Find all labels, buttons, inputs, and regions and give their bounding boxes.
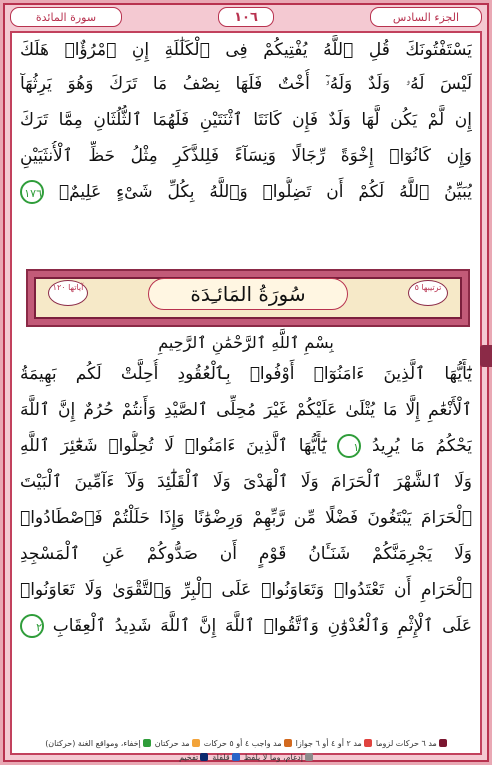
surah-banner (26, 269, 470, 327)
legend-label: تفخيم (179, 752, 199, 762)
verse-line-8b-text: يَٰٓأَيُّهَا ٱلَّذِينَ ءَامَنُوا۟ لَا تُحِلُّوا۟ شَعَٰٓئِرَ ٱللَّهِ (20, 436, 327, 456)
legend-swatch (143, 739, 151, 747)
legend-swatch (305, 753, 313, 761)
legend-swatch (364, 739, 372, 747)
legend-swatch (232, 753, 240, 761)
verse-line-8-text: يَحْكُمُ مَا يُرِيدُ (371, 436, 472, 456)
legend-swatch (192, 739, 200, 747)
legend-label: مد حركتان (154, 738, 190, 748)
verse-line-2: لَيْسَ لَهُۥ وَلَدٌ وَلَهُۥٓ أُخْتٌ فَلَهَا نِصْفُ مَا تَرَكَ وَهُوَ يَرِثُهَآ (20, 74, 472, 94)
verse-line-12: ٱلْحَرَامِ أَن تَعْتَدُوا۟ وَتَعَاوَنُوا۟ عَلَى ٱلْبِرِّ وَٱلتَّقْوَىٰ وَلَا تَعَاوَنُوا۟ (20, 580, 472, 600)
legend-label: إخفاء، ومواقع الغنة (حركتان) (45, 738, 141, 748)
surah-title: سُورَةُ المَائـِدَة (148, 278, 348, 310)
verse-line-4: وَإِن كَانُوٓا۟ إِخْوَةً رِّجَالًا وَنِسَآءً فَلِلذَّكَرِ مِثْلُ حَظِّ ٱلْأُنثَيَيْنِ (20, 146, 472, 166)
legend-label: مد ٦ حركات لزوما (375, 738, 437, 748)
ayah-marker-176: ١٧٦ (20, 180, 44, 204)
legend-item (155, 739, 200, 748)
basmala: بِسْمِ ٱللَّهِ ٱلرَّحْمَٰنِ ٱلرَّحِيمِ (158, 333, 334, 352)
legend-label: مد ٢ أو ٤ أو ٦ جوازا (295, 738, 362, 748)
verse-line-3: إِن لَّمْ يَكُن لَّهَا وَلَدٌ فَإِن كَانَتَا ٱثْنَتَيْنِ فَلَهُمَا ٱلثُّلُثَانِ مِمَّا تَرَكَ (20, 110, 472, 130)
verse-line-1: يَسْتَفْتُونَكَ قُلِ ٱللَّهُ يُفْتِيكُمْ فِى ٱلْكَلَٰلَةِ إِنِ ٱمْرُؤٌا۟ هَلَكَ (20, 40, 472, 60)
legend-item (376, 739, 447, 748)
legend-item (212, 753, 239, 762)
legend-swatch (439, 739, 447, 747)
legend-item (45, 739, 151, 748)
surah-label: سورة المائدة (10, 7, 122, 27)
ayah-marker-2: ٢ (20, 614, 44, 638)
legend-item (296, 739, 372, 748)
ayah-marker-1: ١ (337, 434, 361, 458)
legend-label: إدغام، وما لا يلفظ (243, 752, 303, 762)
legend-label: مد واجب ٤ أو ٥ حركات (203, 738, 282, 748)
verse-line-5 (20, 177, 472, 207)
legend-item (204, 739, 292, 748)
ayah-count-medallion: آياتها ١٢٠ (48, 280, 88, 306)
legend-label: قلقلة (212, 752, 230, 762)
page-number: ١٠٦ (218, 7, 274, 27)
verse-line-9: وَلَا ٱلشَّهْرَ ٱلْحَرَامَ وَلَا ٱلْهَدْىَ وَلَا ٱلْقَلَٰٓئِدَ وَلَآ ءَآمِّينَ ٱلْبَيْتَ (20, 472, 472, 492)
verse-line-13 (20, 611, 472, 641)
legend-item (179, 753, 208, 762)
juz-label: الجزء السادس (370, 7, 482, 27)
surah-order-medallion: ترتيبها ٥ (408, 280, 448, 306)
verse-line-10: ٱلْحَرَامَ يَبْتَغُونَ فَضْلًا مِّن رَّبِّهِمْ وَرِضْوَٰنًا وَإِذَا حَلَلْتُمْ فَٱصْطَادُوا۟ (20, 508, 472, 528)
page-header (10, 6, 482, 28)
verse-line-13-text: عَلَى ٱلْإِثْمِ وَٱلْعُدْوَٰنِ وَٱتَّقُوا۟ ٱللَّهَ إِنَّ ٱللَّهَ شَدِيدُ ٱلْعِقَابِ (52, 616, 472, 636)
text-panel (10, 31, 482, 755)
verse-line-7: ٱلْأَنْعَٰمِ إِلَّا مَا يُتْلَىٰ عَلَيْكُمْ غَيْرَ مُحِلِّى ٱلصَّيْدِ وَأَنتُمْ حُرُمٌ إِنَّ ٱللَّهَ (20, 400, 472, 420)
tajweed-legend (10, 738, 482, 762)
verse-line-8 (20, 431, 472, 461)
verse-line-11: وَلَا يَجْرِمَنَّكُمْ شَنَـَٔانُ قَوْمٍ أَن صَدُّوكُمْ عَنِ ٱلْمَسْجِدِ (20, 544, 472, 564)
legend-item (244, 753, 313, 762)
legend-swatch (284, 739, 292, 747)
verse-line-6: يَٰٓأَيُّهَا ٱلَّذِينَ ءَامَنُوٓا۟ أَوْفُوا۟ بِٱلْعُقُودِ أُحِلَّتْ لَكُم بَهِيمَةُ (20, 364, 472, 384)
verse-line-5-text: يُبَيِّنُ ٱللَّهُ لَكُمْ أَن تَضِلُّوا۟ وَٱللَّهُ بِكُلِّ شَىْءٍ عَلِيمٌۢ (58, 182, 472, 202)
bookmark-tab[interactable] (480, 345, 492, 367)
legend-swatch (200, 753, 208, 761)
